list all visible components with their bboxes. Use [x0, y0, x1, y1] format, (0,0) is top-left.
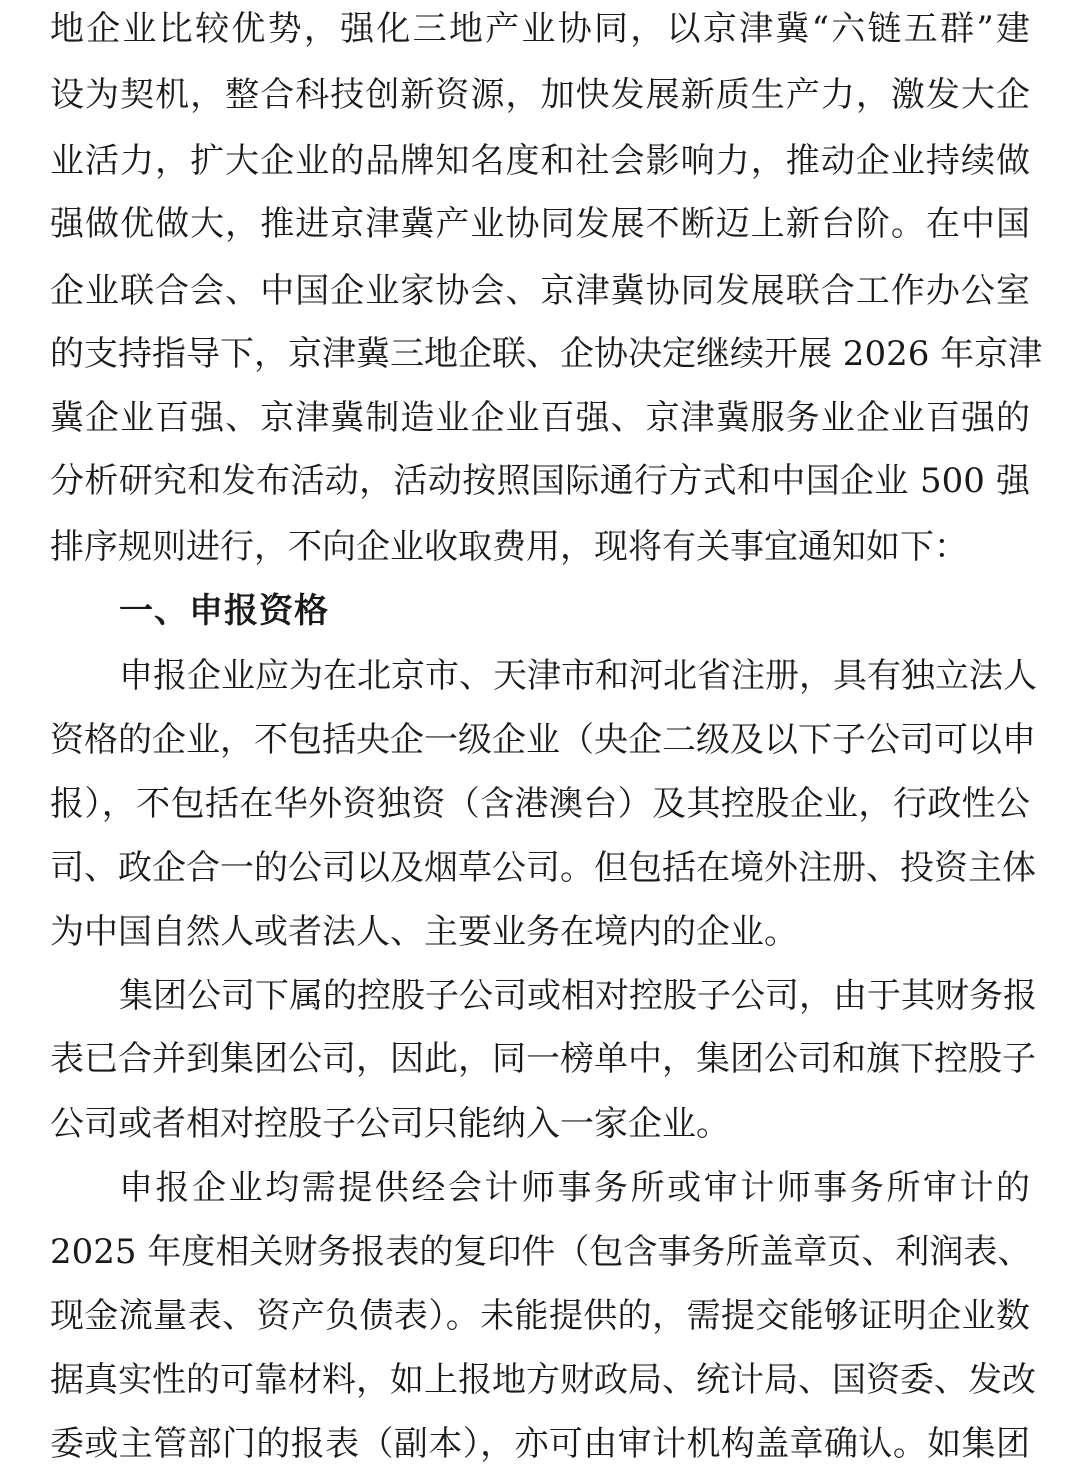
paragraph-first-line: 申报企业均需提供经会计师事务所或审计师事务所审计的 — [119, 1168, 1030, 1208]
text-line: 业活力，扩大企业的品牌知名度和社会影响力，推动企业持续做 — [50, 141, 1030, 181]
text-line: 公司或者相对控股子公司只能纳入一家企业。 — [50, 1104, 730, 1144]
text-line: 据真实性的可靠材料，如上报地方财政局、统计局、国资委、发改 — [50, 1360, 1036, 1400]
text-line: 企业联合会、中国企业家协会、京津冀协同发展联合工作办公室 — [50, 271, 1030, 311]
text-line: 资格的企业，不包括央企一级企业（央企二级及以下子公司可以申 — [50, 720, 1036, 760]
text-line: 冀企业百强、京津冀制造业企业百强、京津冀服务业企业百强的 — [50, 398, 1030, 438]
text-line: 为中国自然人或者法人、主要业务在境内的企业。 — [50, 912, 798, 952]
section-heading: 一、申报资格 — [119, 591, 329, 631]
text-line: 地企业比较优势，强化三地产业协同，以京津冀“六链五群”建 — [50, 9, 1030, 49]
text-line: 委或主管部门的报表（副本），亦可由审计机构盖章确认。如集团 — [50, 1424, 1030, 1464]
text-line: 2025 年度相关财务报表的复印件（包含事务所盖章页、利润表、 — [50, 1232, 1032, 1272]
text-line: 现金流量表、资产负债表）。未能提供的，需提交能够证明企业数 — [50, 1296, 1030, 1336]
text-line: 设为契机，整合科技创新资源，加快发展新质生产力，激发大企 — [50, 75, 1030, 115]
text-line: 报），不包括在华外资独资（含港澳台）及其控股企业，行政性公 — [50, 784, 1030, 824]
text-line: 表已合并到集团公司，因此，同一榜单中，集团公司和旗下控股子 — [50, 1039, 1036, 1079]
paragraph-first-line: 申报企业应为在北京市、天津市和河北省注册，具有独立法人 — [119, 656, 1037, 696]
text-line: 排序规则进行，不向企业收取费用，现将有关事宜通知如下： — [50, 527, 968, 567]
text-line: 分析研究和发布活动，活动按照国际通行方式和中国企业 500 强 — [50, 461, 1030, 501]
text-line: 司、政企合一的公司以及烟草公司。但包括在境外注册、投资主体 — [50, 848, 1036, 888]
paragraph-first-line: 集团公司下属的控股子公司或相对控股子公司，由于其财务报 — [119, 976, 1037, 1016]
text-line: 的支持指导下，京津冀三地企联、企协决定继续开展 2026 年京津 — [50, 334, 1043, 374]
text-line: 强做优做大，推进京津冀产业协同发展不断迈上新台阶。在中国 — [50, 204, 1030, 244]
